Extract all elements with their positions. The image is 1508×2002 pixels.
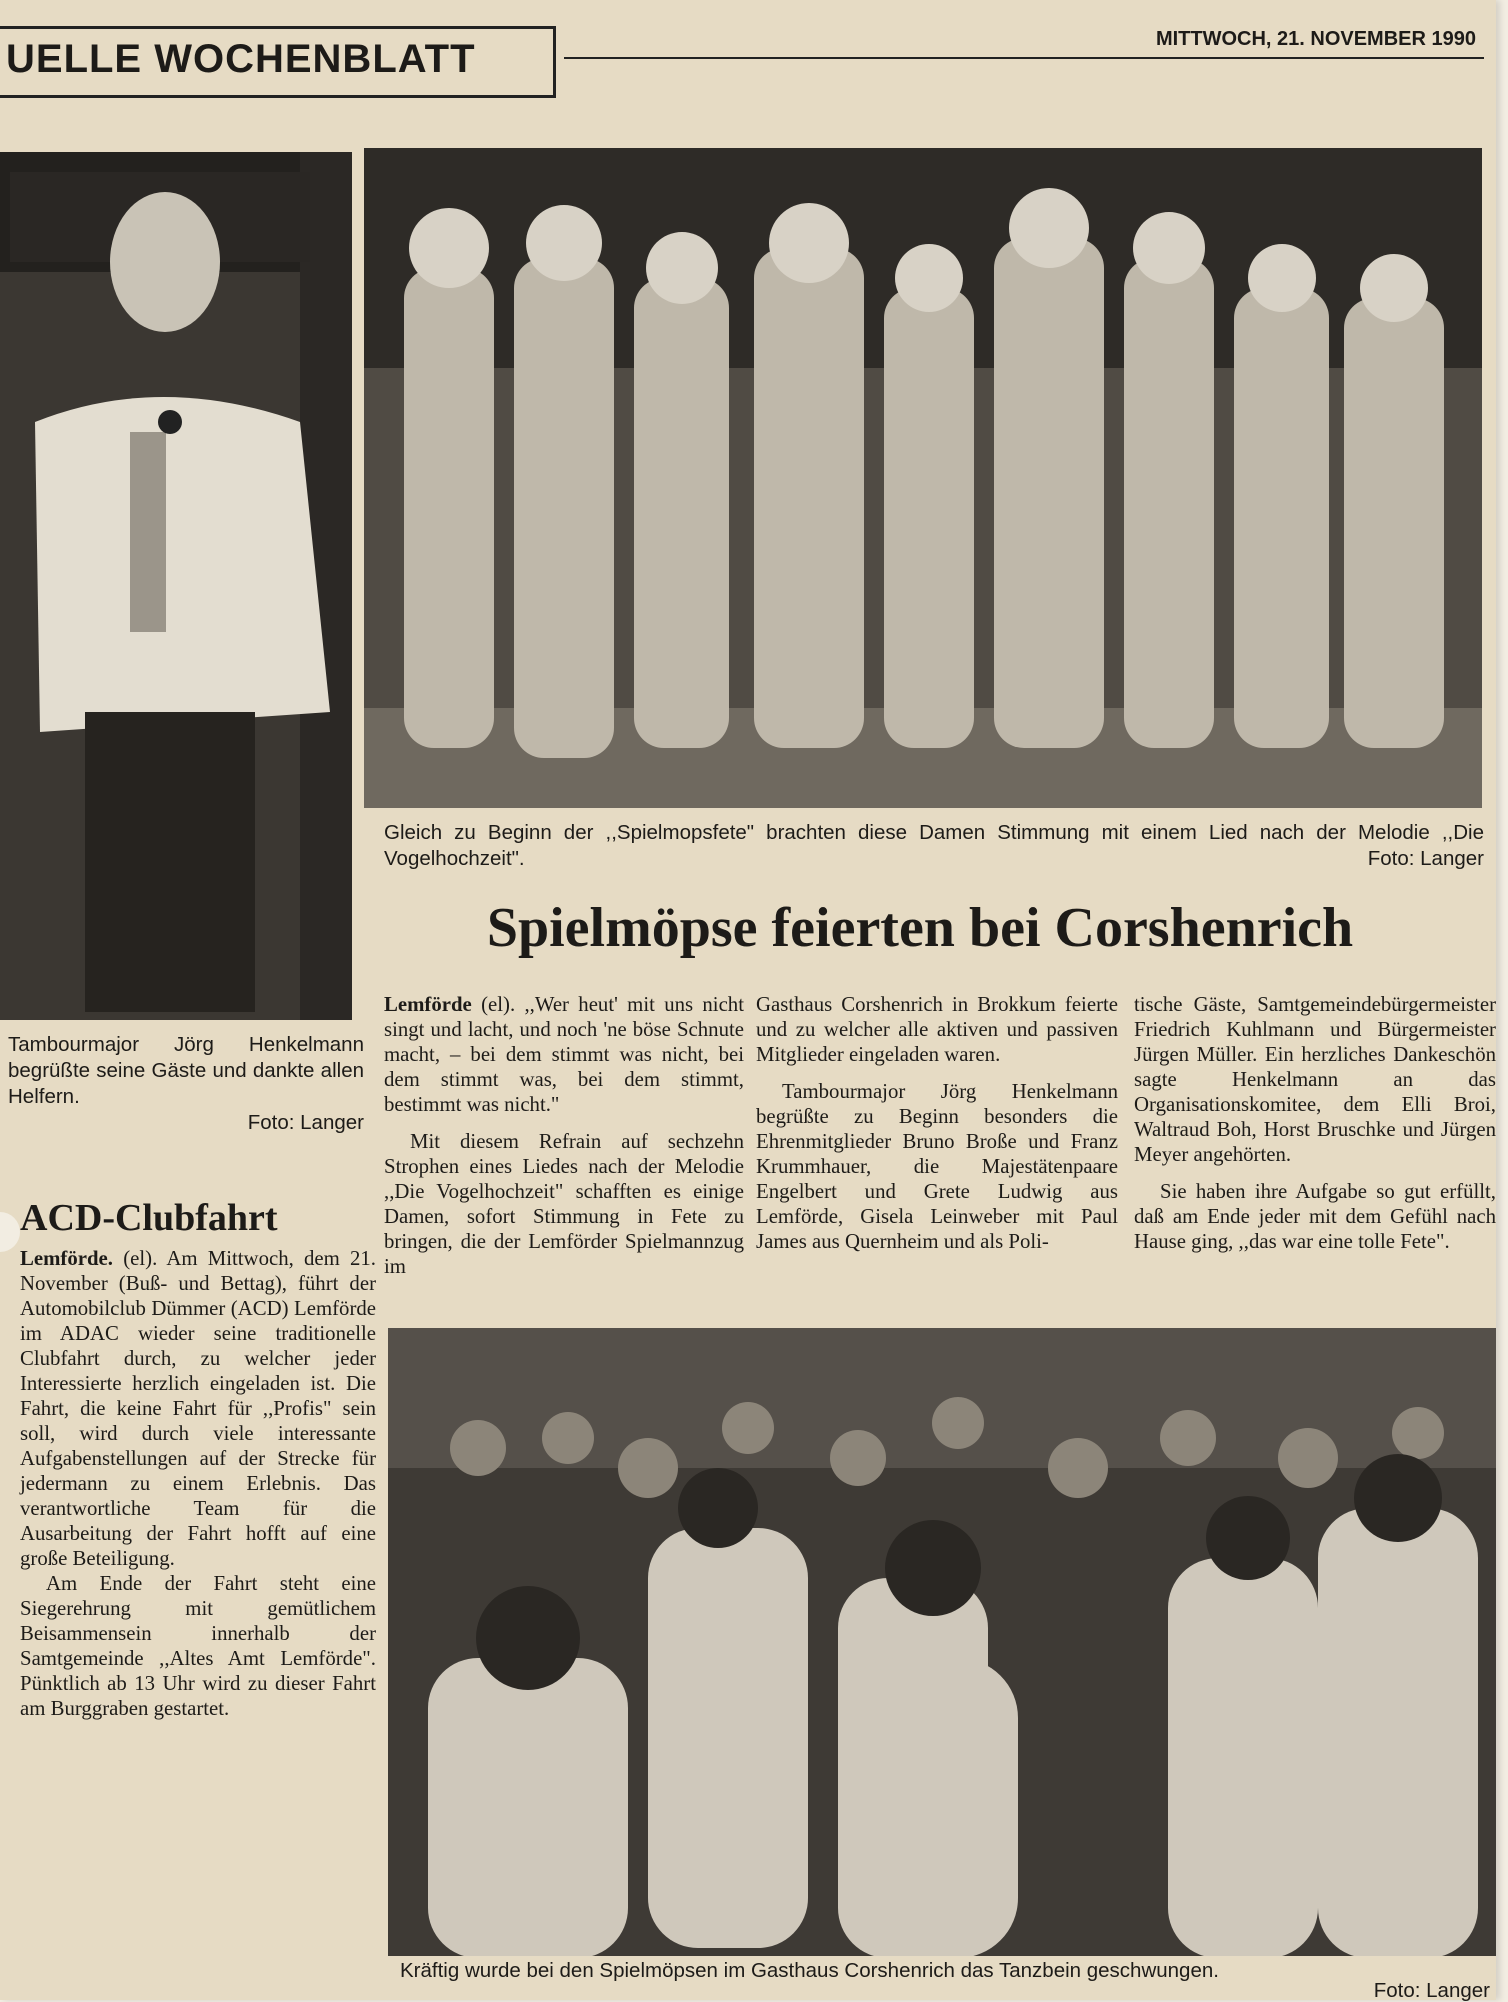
masthead-box	[0, 26, 556, 98]
paragraph-text: (el). ,,Wer heut' mit uns nicht singt und lacht, und noch 'ne böse Schnute macht, – bei dem stimmt was nicht, bei dem stimmt was, bei dem stimmt, bestimmt was nicht."	[384, 993, 744, 1116]
issue-date: MITTWOCH, 21. NOVEMBER 1990	[1155, 28, 1476, 50]
side-article	[20, 1246, 376, 1721]
paragraph	[20, 1246, 376, 1571]
paragraph: Sie haben ihre Aufgabe so gut erfüllt, daß am Ende jeder mit dem Gefühl nach Hause ging, ,,das war eine tolle Fete".	[1134, 1180, 1496, 1253]
masthead-title: UELLE WOCHENBLATT	[6, 37, 476, 81]
article-dateline: Lemförde	[384, 993, 472, 1016]
article-column-2	[756, 992, 1118, 1254]
credit-speaker: Foto: Langer	[247, 1111, 364, 1134]
caption-singing-ladies	[384, 820, 1484, 872]
article-column-1	[384, 992, 744, 1279]
caption-singing-ladies-text: Gleich zu Beginn der ,,Spielmopsfete" brachten diese Damen Stimmung mit einem Lied nach der Melodie ,,Die Vogelhochzeit".	[384, 821, 1484, 870]
caption-speaker-text: Tambourmajor Jörg Henkelmann begrüßte seine Gäste und dankte allen Helfern.	[8, 1033, 364, 1108]
side-dateline: Lemförde.	[20, 1247, 113, 1270]
photo-dancing	[388, 1328, 1496, 1956]
paragraph-text: (el). Am Mittwoch, dem 21. November (Buß- und Bettag), führt der Automobilclub Dümmer (ACD) Lemförde im ADAC wieder seine traditionelle Clubfahrt durch, zu welcher jeder Interessierte herzlich eingeladen ist. Die Fahrt, die keine Fahrt für ,,Profis" sein soll, wird durch viele interessante Aufgabenstellungen auf der Strecke für jedermann zu einem Erlebnis. Das verantwortliche Team für die Ausarbeitung der Fahrt hofft auf eine große Beteiligung.	[20, 1247, 377, 1570]
caption-dancing	[400, 1960, 1490, 2002]
credit-singing-ladies: Foto: Langer	[1367, 847, 1484, 870]
paragraph: Tambourmajor Jörg Henkelmann begrüßte zu Beginn besonders die Ehrenmitglieder Bruno Broße und Franz Krummhauer, die Majestätenpaare Engelbert und Grete Ludwig aus Lemförde, Gisela Leinweber mit Paul James aus Quernheim und als Poli-	[756, 1080, 1118, 1253]
caption-dancing-text: Kräftig wurde bei den Spielmöpsen im Gasthaus Corshenrich das Tanzbein geschwungen.	[400, 1959, 1219, 1982]
credit-dancing: Foto: Langer	[1373, 1979, 1490, 2002]
paragraph: Am Ende der Fahrt steht eine Siegerehrung mit gemütlichem Beisammensein innerhalb der Samtgemeinde ,,Altes Amt Lemförde". Pünktlich ab 13 Uhr wird zu dieser Fahrt am Burggraben gestartet.	[20, 1572, 376, 1720]
photo-singing-ladies-image	[364, 148, 1482, 808]
photo-singing-ladies	[364, 148, 1482, 808]
photo-speaker-image	[0, 152, 352, 1020]
photo-speaker	[0, 152, 352, 1020]
paragraph: Mit diesem Refrain auf sechzehn Strophen eines Liedes nach der Melodie ,,Die Vogelhochzeit" schafften es einige Damen, sofort Stimmung in Fete zu bringen, die der Lemförder Spielmannzug im	[384, 1130, 744, 1278]
masthead-rule	[564, 57, 1484, 59]
paragraph	[384, 992, 744, 1117]
paragraph: tische Gäste, Samtgemeindebürgermeister Friedrich Kuhlmann und Bürgermeister Jürgen Müller. Ein herzliches Dankeschön sagte Henkelmann an das Organisationskomitee, dem Elli Broi, Waltraud Boh, Horst Bruschke und Jürgen Meyer angehörten.	[1134, 993, 1496, 1166]
photo-dancing-image	[388, 1328, 1496, 1956]
paragraph: Gasthaus Corshenrich in Brokkum feierte und zu welcher alle aktiven und passiven Mitglieder eingeladen waren.	[756, 993, 1118, 1066]
caption-speaker	[8, 1032, 364, 1136]
side-headline: ACD-Clubfahrt	[20, 1197, 278, 1239]
punch-hole	[0, 1212, 20, 1252]
article-column-3	[1134, 992, 1496, 1254]
article-headline: Spielmöpse feierten bei Corshenrich	[486, 897, 1354, 959]
